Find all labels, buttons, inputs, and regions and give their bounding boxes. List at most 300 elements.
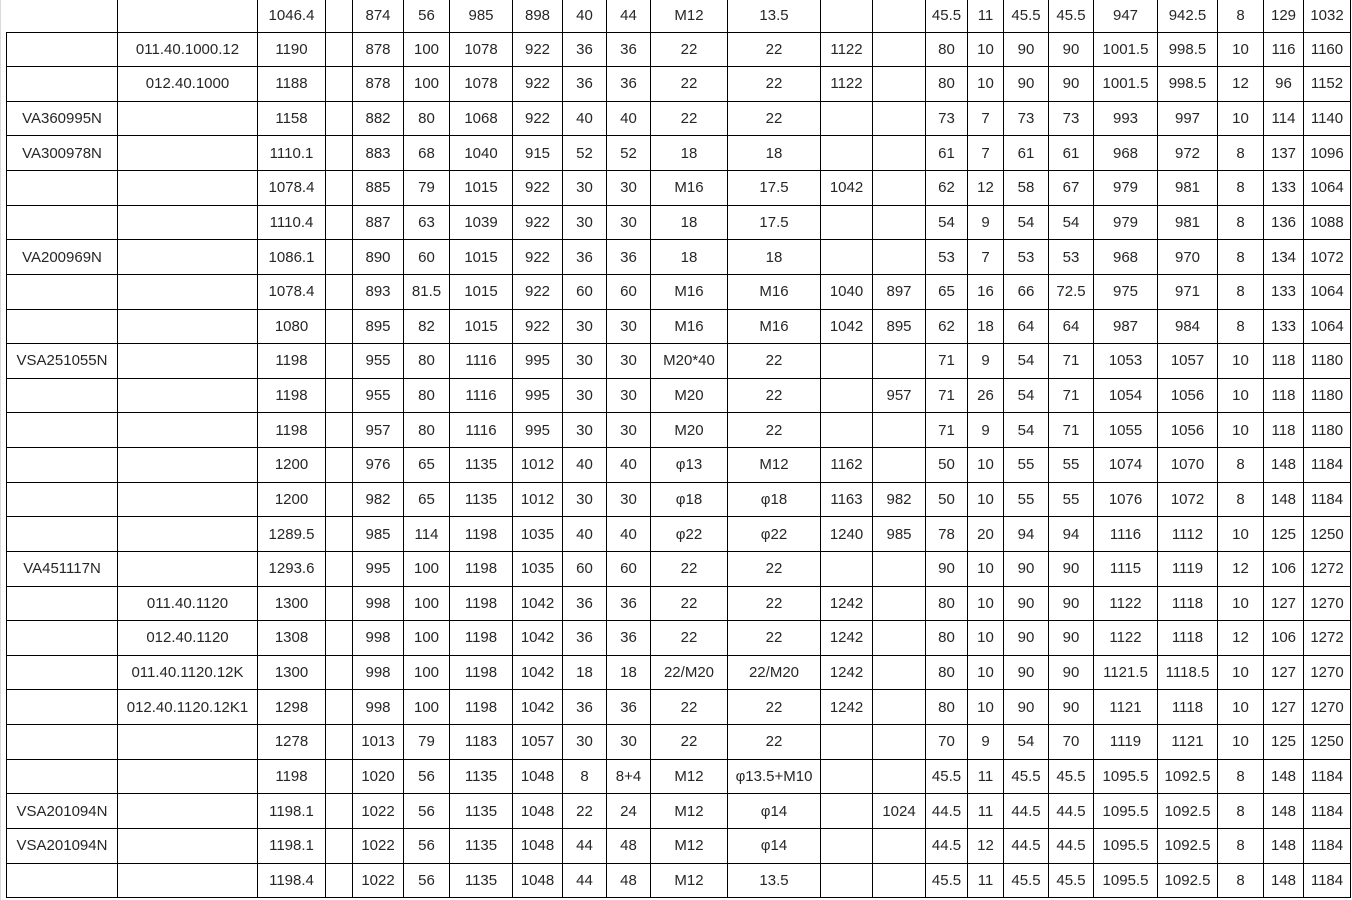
value-cell: 981: [1158, 171, 1218, 206]
value-cell: 61: [926, 136, 968, 171]
value-cell: 18: [607, 655, 651, 690]
value-cell: 10: [1218, 32, 1264, 67]
value-cell: 11: [968, 863, 1004, 898]
value-cell: 1015: [450, 309, 513, 344]
table-row: [7, 101, 1351, 136]
value-cell: 44.5: [926, 794, 968, 829]
value-cell: 10: [1218, 655, 1264, 690]
value-cell: 995: [353, 551, 404, 586]
value-cell: 100: [404, 551, 450, 586]
model-code-cell: [7, 67, 118, 102]
value-cell: 1088: [1304, 205, 1351, 240]
model-code-cell: [7, 171, 118, 206]
value-cell: 133: [1264, 309, 1304, 344]
value-cell: 882: [353, 101, 404, 136]
value-cell: 1048: [513, 863, 563, 898]
value-cell: 982: [873, 482, 926, 517]
value-cell: 1078: [450, 67, 513, 102]
value-cell: 73: [1004, 101, 1049, 136]
value-cell: 1032: [1304, 0, 1351, 32]
value-cell: 26: [968, 378, 1004, 413]
value-cell: 44.5: [1049, 794, 1094, 829]
value-cell: 1078.4: [258, 171, 326, 206]
value-cell: [873, 32, 926, 67]
value-cell: 1162: [821, 448, 873, 483]
value-cell: 68: [404, 136, 450, 171]
value-cell: 1013: [353, 725, 404, 760]
value-cell: 1001.5: [1094, 67, 1158, 102]
table-row: [7, 655, 1351, 690]
value-cell: 22: [728, 67, 821, 102]
value-cell: 80: [404, 378, 450, 413]
value-cell: 71: [1049, 413, 1094, 448]
value-cell: 136: [1264, 205, 1304, 240]
value-cell: 22: [728, 101, 821, 136]
value-cell: 7: [968, 240, 1004, 275]
value-cell: 1180: [1304, 413, 1351, 448]
value-cell: 1158: [258, 101, 326, 136]
value-cell: 957: [873, 378, 926, 413]
value-cell: 955: [353, 378, 404, 413]
table-row: [7, 863, 1351, 898]
value-cell: 972: [1158, 136, 1218, 171]
model-code-cell: [7, 621, 118, 656]
model-code-cell: [7, 655, 118, 690]
value-cell: 100: [404, 655, 450, 690]
table-row: [7, 32, 1351, 67]
value-cell: 44.5: [1004, 828, 1049, 863]
value-cell: 11: [968, 759, 1004, 794]
table-row: [7, 621, 1351, 656]
value-cell: 12: [1218, 621, 1264, 656]
value-cell: 1024: [873, 794, 926, 829]
value-cell: 1048: [513, 759, 563, 794]
value-cell: [326, 725, 353, 760]
value-cell: [873, 863, 926, 898]
value-cell: 90: [1049, 621, 1094, 656]
table-row: [7, 517, 1351, 552]
part-number-cell: [118, 136, 258, 171]
value-cell: 1140: [1304, 101, 1351, 136]
value-cell: [326, 344, 353, 379]
value-cell: 44.5: [1049, 828, 1094, 863]
value-cell: 94: [1049, 517, 1094, 552]
value-cell: 71: [926, 413, 968, 448]
value-cell: [326, 378, 353, 413]
part-number-cell: [118, 101, 258, 136]
value-cell: 54: [1004, 413, 1049, 448]
table-row: [7, 413, 1351, 448]
value-cell: 985: [353, 517, 404, 552]
value-cell: 1057: [513, 725, 563, 760]
value-cell: 1022: [353, 794, 404, 829]
value-cell: 10: [1218, 344, 1264, 379]
value-cell: 1184: [1304, 828, 1351, 863]
value-cell: [326, 67, 353, 102]
value-cell: 22: [651, 32, 728, 67]
value-cell: M16: [728, 274, 821, 309]
value-cell: 890: [353, 240, 404, 275]
value-cell: 100: [404, 586, 450, 621]
value-cell: 1056: [1158, 413, 1218, 448]
value-cell: M20*40: [651, 344, 728, 379]
value-cell: 1198.1: [258, 828, 326, 863]
value-cell: 1270: [1304, 586, 1351, 621]
value-cell: M12: [651, 794, 728, 829]
value-cell: 1110.1: [258, 136, 326, 171]
model-code-cell: [7, 517, 118, 552]
value-cell: φ18: [728, 482, 821, 517]
value-cell: 60: [563, 551, 607, 586]
value-cell: 22: [728, 586, 821, 621]
value-cell: 22: [728, 551, 821, 586]
value-cell: 7: [968, 136, 1004, 171]
value-cell: 13.5: [728, 0, 821, 32]
model-code-cell: [7, 690, 118, 725]
value-cell: 18: [968, 309, 1004, 344]
value-cell: 1298: [258, 690, 326, 725]
value-cell: 148: [1264, 863, 1304, 898]
value-cell: 65: [404, 482, 450, 517]
value-cell: 100: [404, 690, 450, 725]
value-cell: 148: [1264, 482, 1304, 517]
value-cell: 1135: [450, 448, 513, 483]
value-cell: φ18: [651, 482, 728, 517]
table-row: [7, 240, 1351, 275]
value-cell: 1118: [1158, 690, 1218, 725]
value-cell: 1042: [513, 586, 563, 621]
table-row: [7, 759, 1351, 794]
value-cell: 36: [607, 621, 651, 656]
value-cell: [326, 240, 353, 275]
value-cell: [873, 586, 926, 621]
model-code-cell: [7, 413, 118, 448]
value-cell: 898: [513, 0, 563, 32]
value-cell: 134: [1264, 240, 1304, 275]
value-cell: 1180: [1304, 344, 1351, 379]
value-cell: 12: [1218, 551, 1264, 586]
value-cell: 922: [513, 240, 563, 275]
value-cell: 56: [404, 0, 450, 32]
value-cell: [873, 551, 926, 586]
value-cell: 30: [607, 171, 651, 206]
value-cell: 998.5: [1158, 67, 1218, 102]
value-cell: 1064: [1304, 171, 1351, 206]
value-cell: 8: [1218, 240, 1264, 275]
value-cell: 22: [728, 413, 821, 448]
table-row: [7, 482, 1351, 517]
value-cell: 10: [1218, 378, 1264, 413]
value-cell: 8: [1218, 274, 1264, 309]
part-number-cell: [118, 240, 258, 275]
value-cell: 9: [968, 205, 1004, 240]
value-cell: 18: [728, 240, 821, 275]
value-cell: 8: [1218, 448, 1264, 483]
value-cell: 1183: [450, 725, 513, 760]
value-cell: 1135: [450, 828, 513, 863]
value-cell: 968: [1094, 136, 1158, 171]
value-cell: 1095.5: [1094, 863, 1158, 898]
value-cell: M20: [651, 413, 728, 448]
value-cell: 30: [607, 413, 651, 448]
value-cell: φ22: [651, 517, 728, 552]
value-cell: 55: [1004, 448, 1049, 483]
value-cell: 80: [926, 586, 968, 621]
value-cell: 62: [926, 309, 968, 344]
value-cell: 922: [513, 274, 563, 309]
value-cell: 80: [404, 413, 450, 448]
value-cell: 10: [968, 482, 1004, 517]
value-cell: 22: [651, 690, 728, 725]
value-cell: 54: [1004, 344, 1049, 379]
value-cell: 1095.5: [1094, 828, 1158, 863]
value-cell: 10: [968, 621, 1004, 656]
value-cell: M16: [651, 274, 728, 309]
value-cell: 998: [353, 655, 404, 690]
value-cell: 10: [968, 32, 1004, 67]
value-cell: 65: [926, 274, 968, 309]
value-cell: 80: [404, 344, 450, 379]
value-cell: 7: [968, 101, 1004, 136]
value-cell: φ13.5+M10: [728, 759, 821, 794]
value-cell: 20: [968, 517, 1004, 552]
model-code-cell: [7, 205, 118, 240]
value-cell: 90: [1004, 67, 1049, 102]
value-cell: [326, 690, 353, 725]
value-cell: 30: [607, 725, 651, 760]
value-cell: 65: [404, 448, 450, 483]
part-number-cell: [118, 551, 258, 586]
value-cell: 947: [1094, 0, 1158, 32]
value-cell: 18: [563, 655, 607, 690]
value-cell: 133: [1264, 274, 1304, 309]
value-cell: 8: [1218, 759, 1264, 794]
value-cell: [326, 482, 353, 517]
value-cell: 8: [1218, 309, 1264, 344]
value-cell: [326, 655, 353, 690]
value-cell: 1184: [1304, 794, 1351, 829]
value-cell: 1048: [513, 794, 563, 829]
value-cell: 53: [926, 240, 968, 275]
value-cell: 1068: [450, 101, 513, 136]
value-cell: [873, 205, 926, 240]
part-number-cell: [118, 274, 258, 309]
value-cell: 30: [563, 205, 607, 240]
value-cell: 30: [563, 413, 607, 448]
value-cell: 45.5: [926, 0, 968, 32]
value-cell: 80: [926, 67, 968, 102]
model-code-cell: VA451117N: [7, 551, 118, 586]
value-cell: 40: [563, 517, 607, 552]
part-number-cell: 011.40.1120: [118, 586, 258, 621]
value-cell: 44.5: [1004, 794, 1049, 829]
value-cell: 1080: [258, 309, 326, 344]
model-code-cell: [7, 0, 118, 32]
value-cell: 1078: [450, 32, 513, 67]
value-cell: 1152: [1304, 67, 1351, 102]
value-cell: [326, 171, 353, 206]
value-cell: 975: [1094, 274, 1158, 309]
value-cell: 1198: [450, 621, 513, 656]
value-cell: 1118: [1158, 586, 1218, 621]
value-cell: 53: [1049, 240, 1094, 275]
value-cell: 80: [404, 101, 450, 136]
value-cell: 18: [728, 136, 821, 171]
value-cell: [873, 413, 926, 448]
value-cell: 36: [607, 240, 651, 275]
value-cell: 1095.5: [1094, 794, 1158, 829]
value-cell: 8: [1218, 863, 1264, 898]
value-cell: 44: [607, 0, 651, 32]
value-cell: 22: [651, 551, 728, 586]
value-cell: 998: [353, 586, 404, 621]
value-cell: [821, 759, 873, 794]
value-cell: 1122: [1094, 586, 1158, 621]
value-cell: 64: [1004, 309, 1049, 344]
value-cell: φ13: [651, 448, 728, 483]
part-number-cell: 012.40.1000: [118, 67, 258, 102]
value-cell: [873, 655, 926, 690]
value-cell: 1250: [1304, 725, 1351, 760]
model-code-cell: VA360995N: [7, 101, 118, 136]
value-cell: 118: [1264, 344, 1304, 379]
value-cell: 1270: [1304, 690, 1351, 725]
value-cell: 897: [873, 274, 926, 309]
part-number-cell: [118, 378, 258, 413]
value-cell: 1046.4: [258, 0, 326, 32]
value-cell: 1184: [1304, 863, 1351, 898]
value-cell: 1198: [258, 378, 326, 413]
value-cell: 1048: [513, 828, 563, 863]
value-cell: 1198: [258, 759, 326, 794]
value-cell: 955: [353, 344, 404, 379]
value-cell: 1064: [1304, 274, 1351, 309]
part-number-cell: 011.40.1000.12: [118, 32, 258, 67]
value-cell: 922: [513, 32, 563, 67]
value-cell: 10: [1218, 725, 1264, 760]
model-code-cell: [7, 586, 118, 621]
value-cell: 45.5: [926, 759, 968, 794]
value-cell: 9: [968, 344, 1004, 379]
value-cell: 125: [1264, 517, 1304, 552]
value-cell: 1116: [1094, 517, 1158, 552]
value-cell: [821, 378, 873, 413]
value-cell: M12: [651, 0, 728, 32]
value-cell: [326, 274, 353, 309]
value-cell: 922: [513, 309, 563, 344]
model-code-cell: [7, 725, 118, 760]
part-number-cell: [118, 863, 258, 898]
value-cell: 1135: [450, 794, 513, 829]
value-cell: 1055: [1094, 413, 1158, 448]
value-cell: 60: [607, 551, 651, 586]
value-cell: 45.5: [1004, 863, 1049, 898]
value-cell: 36: [563, 586, 607, 621]
value-cell: 1074: [1094, 448, 1158, 483]
value-cell: 1040: [450, 136, 513, 171]
value-cell: [326, 863, 353, 898]
value-cell: 968: [1094, 240, 1158, 275]
value-cell: φ22: [728, 517, 821, 552]
part-number-cell: [118, 0, 258, 32]
value-cell: 56: [404, 863, 450, 898]
value-cell: 8: [1218, 794, 1264, 829]
table-row: [7, 586, 1351, 621]
part-number-cell: [118, 413, 258, 448]
value-cell: 56: [404, 794, 450, 829]
value-cell: 1119: [1158, 551, 1218, 586]
table-row: [7, 171, 1351, 206]
value-cell: 1135: [450, 482, 513, 517]
value-cell: 30: [563, 378, 607, 413]
value-cell: 56: [404, 828, 450, 863]
value-cell: 30: [563, 482, 607, 517]
value-cell: 78: [926, 517, 968, 552]
value-cell: 90: [1004, 551, 1049, 586]
value-cell: [326, 586, 353, 621]
value-cell: 22: [728, 725, 821, 760]
value-cell: [326, 828, 353, 863]
table-row: [7, 205, 1351, 240]
value-cell: 1122: [821, 67, 873, 102]
value-cell: [821, 863, 873, 898]
value-cell: M12: [728, 448, 821, 483]
value-cell: 10: [1218, 690, 1264, 725]
value-cell: 36: [607, 690, 651, 725]
value-cell: 1200: [258, 482, 326, 517]
value-cell: 995: [513, 413, 563, 448]
value-cell: 106: [1264, 551, 1304, 586]
value-cell: 10: [968, 551, 1004, 586]
value-cell: 885: [353, 171, 404, 206]
value-cell: [326, 101, 353, 136]
value-cell: 987: [1094, 309, 1158, 344]
value-cell: 922: [513, 205, 563, 240]
value-cell: 1198: [450, 517, 513, 552]
value-cell: 10: [1218, 101, 1264, 136]
table-row: [7, 551, 1351, 586]
value-cell: 874: [353, 0, 404, 32]
value-cell: 36: [563, 67, 607, 102]
value-cell: 148: [1264, 759, 1304, 794]
value-cell: [326, 621, 353, 656]
value-cell: 8: [563, 759, 607, 794]
value-cell: [326, 759, 353, 794]
table-row: [7, 0, 1351, 32]
value-cell: 1096: [1304, 136, 1351, 171]
value-cell: 100: [404, 621, 450, 656]
value-cell: 70: [1049, 725, 1094, 760]
value-cell: 90: [1049, 67, 1094, 102]
value-cell: 1012: [513, 448, 563, 483]
value-cell: 8: [1218, 828, 1264, 863]
part-number-cell: [118, 448, 258, 483]
model-code-cell: [7, 378, 118, 413]
value-cell: 11: [968, 0, 1004, 32]
value-cell: 40: [607, 517, 651, 552]
value-cell: 55: [1049, 482, 1094, 517]
value-cell: 30: [563, 171, 607, 206]
value-cell: 1190: [258, 32, 326, 67]
value-cell: 10: [968, 448, 1004, 483]
value-cell: 90: [1049, 32, 1094, 67]
value-cell: 878: [353, 32, 404, 67]
value-cell: 922: [513, 101, 563, 136]
value-cell: 40: [563, 0, 607, 32]
value-cell: 10: [968, 67, 1004, 102]
value-cell: 60: [563, 274, 607, 309]
value-cell: 127: [1264, 586, 1304, 621]
